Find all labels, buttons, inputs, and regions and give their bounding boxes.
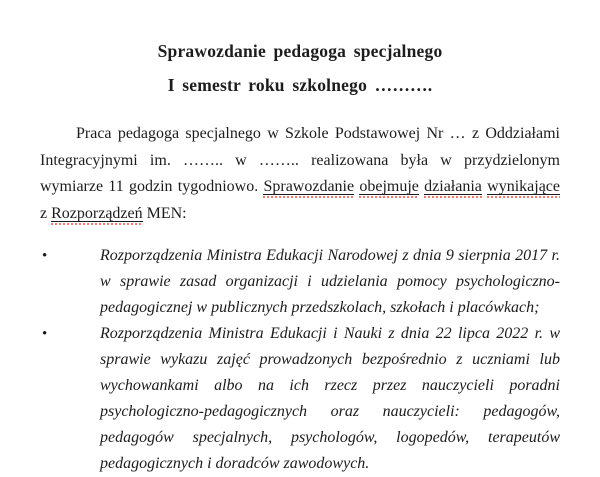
bullet-text: Rozporządzenia Ministra Edukacji i Nauki z dnia 22 lipca 2022 r. w sprawie wykazu zajęć prowadzonych bezpośrednio z uczniami lub wychowankami albo na ich rzecz przez nauczycieli poradni psychologiczno-pedagogicznych oraz nauczycieli: pedagogów, pedagogów specjalnych, psychologów, logopedów, terapeutów pedagogicznych i doradców zawodowych. [100,325,560,472]
title-line-2: I semestr roku szkolnego ………. [167,75,433,95]
paragraph-text-run: z [40,204,52,222]
misspelled-word: Sprawozdanie [263,178,354,198]
misspelled-word: działania [424,178,482,198]
paragraph-text-run: MEN: [142,204,187,222]
misspelled-word: obejmuje [359,178,419,198]
intro-paragraph [40,121,560,227]
misspelled-word: wynikające [487,178,560,198]
list-item [40,321,560,477]
misspelled-word: Rozporządzeń [51,205,143,225]
title-line-1: Sprawozdanie pedagoga specjalnego [157,41,443,61]
regulations-bullet-list [40,243,560,477]
bullet-icon: • [42,326,48,342]
bullet-text: Rozporządzenia Ministra Edukacji Narodowej z dnia 9 sierpnia 2017 r. w sprawie zasad organizacji i udzielania pomocy psychologiczno-pedagogicznej w publicznych przedszkolach, szkołach i placówkach; [100,247,560,316]
document-title [40,34,560,102]
paragraph-text-run: Praca pedagoga specjalnego w Szkole Podstawowej Nr … z Oddziałami Integracyjnymi im. …….. w …….. realizowana była w przydzielonym wymiarze 11 godzin tygodniowo. [40,125,560,195]
list-item [40,243,560,321]
bullet-icon: • [42,248,48,264]
